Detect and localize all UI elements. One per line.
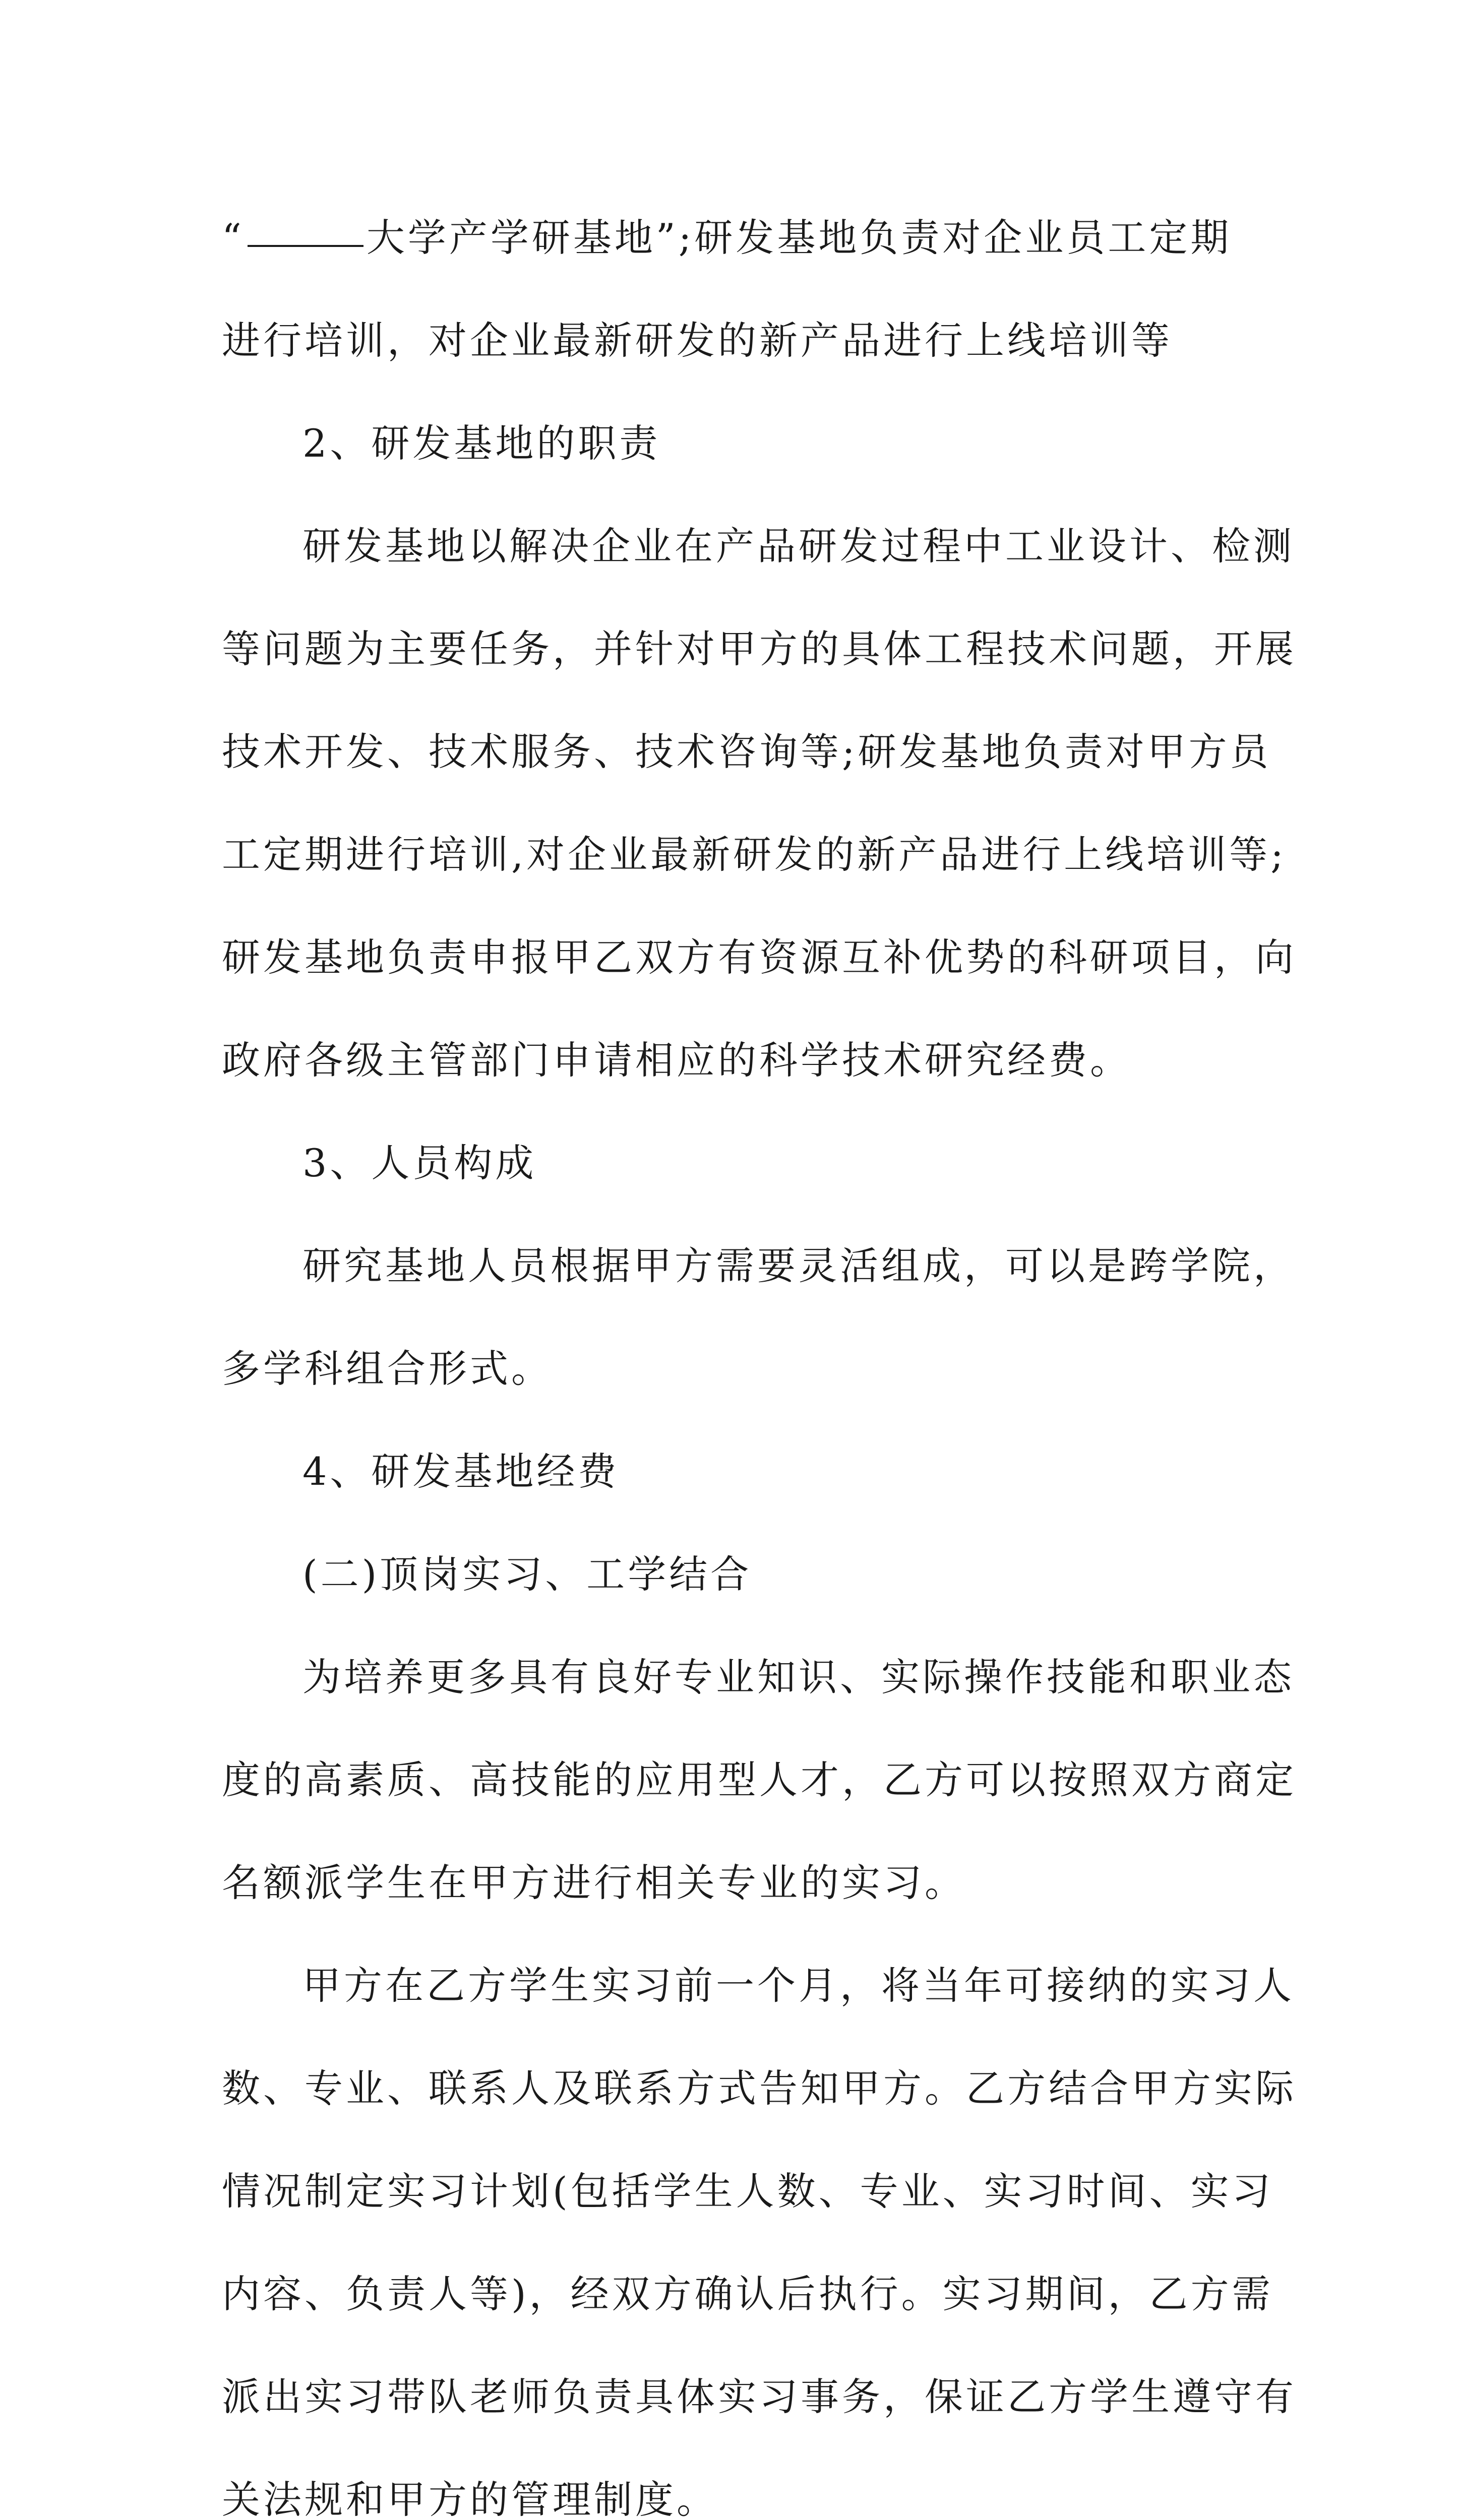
paragraph-line: 关法规和甲方的管理制度。 [222, 2477, 718, 2520]
paragraph-line: 技术开发、技术服务、技术咨询等;研发基地负责对甲方员 [222, 729, 1271, 774]
paragraph-line: 工定期进行培训,对企业最新研发的新产品进行上线培训等; [222, 832, 1287, 877]
paragraph-line: 进行培训，对企业最新研发的新产品进行上线培训等 [222, 318, 1173, 363]
paragraph-line: 政府各级主管部门申请相应的科学技术研究经费。 [222, 1038, 1131, 1083]
open-quote: “ [222, 215, 245, 260]
section-heading: 3、人员构成 [302, 1141, 537, 1185]
section-heading: (二)顶岗实习、工学结合 [302, 1552, 752, 1597]
paragraph-line: 研发基地以解决企业在产品研发过程中工业设计、检测 [302, 524, 1295, 569]
paragraph-line: 甲方在乙方学生实习前一个月，将当年可接纳的实习人 [302, 1963, 1295, 2008]
fill-in-blank [248, 205, 363, 247]
paragraph-line: 等问题为主要任务，并针对甲方的具体工程技术问题，开展 [222, 626, 1297, 671]
paragraph-line: 为培养更多具有良好专业知识、实际操作技能和职业态 [302, 1655, 1295, 1699]
paragraph-line: 度的高素质、高技能的应用型人才，乙方可以按照双方商定 [222, 1757, 1297, 1802]
paragraph-line: 内容、负责人等)，经双方确认后执行。实习期间，乙方需 [222, 2272, 1273, 2316]
paragraph-line: 研究基地人员根据甲方需要灵活组成，可以是跨学院， [302, 1243, 1295, 1288]
paragraph-line: 情况制定实习计划(包括学生人数、专业、实习时间、实习 [222, 2169, 1273, 2214]
paragraph-line: 数、专业、联系人及联系方式告知甲方。乙方结合甲方实际 [222, 2066, 1297, 2111]
line-text: 大学产学研基地”;研发基地负责对企业员工定期 [366, 215, 1232, 260]
section-heading: 4、研发基地经费 [302, 1449, 620, 1494]
document-body [222, 186, 1297, 2520]
section-heading: 2、研发基地的职责 [302, 421, 661, 466]
paragraph-line: 名额派学生在甲方进行相关专业的实习。 [222, 1860, 966, 1905]
paragraph-line: 研发基地负责申报甲乙双方有资源互补优势的科研项目，向 [222, 935, 1297, 980]
paragraph-line [222, 186, 1250, 289]
paragraph-line: 多学科组合形式。 [222, 1346, 553, 1391]
paragraph-line: 派出实习带队老师负责具体实习事务，保证乙方学生遵守有 [222, 2374, 1297, 2419]
